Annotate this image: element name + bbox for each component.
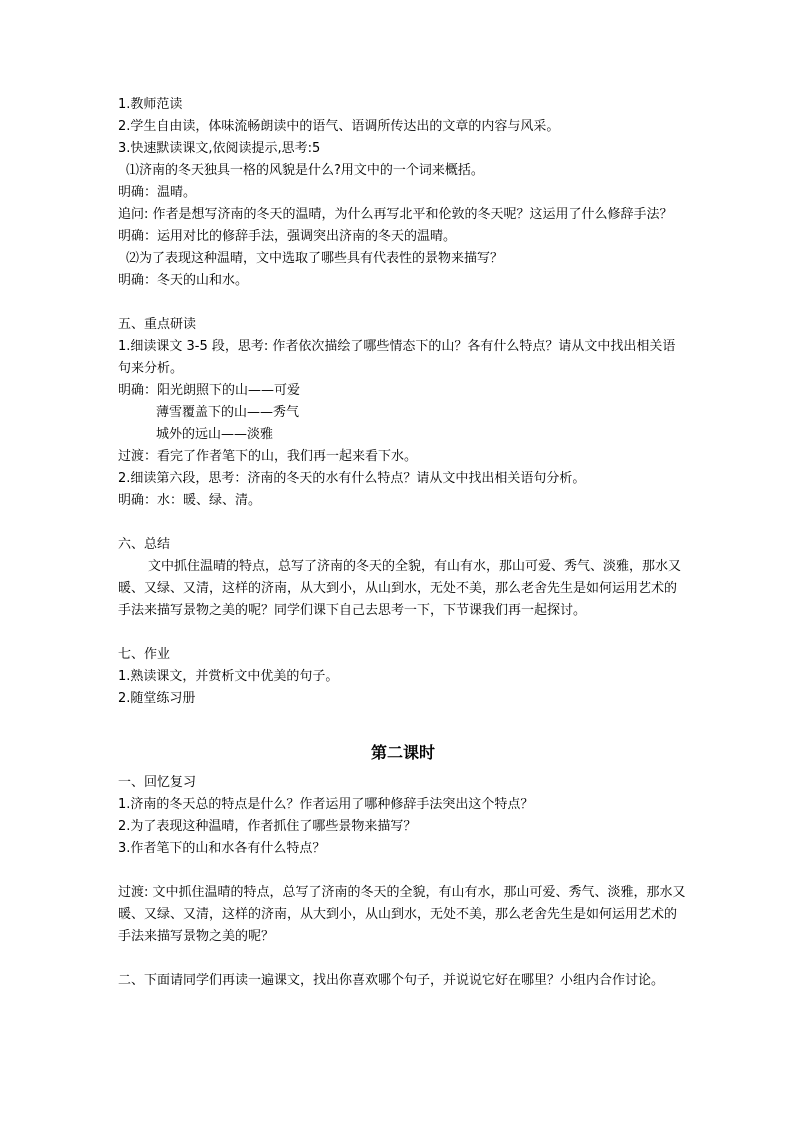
review-question-3: 3.作者笔下的山和水各有什么特点？ (118, 841, 326, 856)
follow-up-question: 追问: 作者是想写济南的冬天的温晴，为什么再写北平和伦敦的冬天呢？这运用了什么修辞手法？ (118, 207, 673, 222)
answer-3: 明确：冬天的山和水。 (118, 273, 249, 288)
section-heading-6: 六、总结 (118, 537, 171, 552)
transition-water: 过渡：看完了作者笔下的山，我们再一起来看下水。 (118, 449, 418, 464)
lesson-2-transition: 过渡: 文中抓住温晴的特点，总写了济南的冬天的全貌，有山有水，那山可爱、秀气、淡雅，那水又暖、又绿、又清，这样的济南，从大到小，从山到水，无处不美，那么老舍先生是如何运用艺术的手法来描写景物之美的呢？ (118, 885, 686, 944)
step-free-read: 2.学生自由读，体味流畅朗读中的语气、语调所传达出的文章的内容与风采。 (118, 119, 560, 134)
review-question-1: 1.济南的冬天总的特点是什么？作者运用了哪种修辞手法突出这个特点？ (118, 797, 534, 812)
section-heading-5: 五、重点研读 (118, 317, 197, 332)
step-silent-read: 3.快速默读课文,依阅读提示,思考:5 (118, 141, 321, 156)
section-heading-7: 七、作业 (118, 647, 171, 662)
mountain-answer-3: 城外的远山——淡雅 (156, 427, 274, 442)
step-teacher-read: 1.教师范读 (118, 97, 183, 112)
study-question-1: 1.细读课文 3-5 段，思考: 作者依次描绘了哪些情态下的山？各有什么特点？请从文中找出相关语句来分析。 (118, 339, 676, 376)
study-question-2: 2.细读第六段，思考：济南的冬天的水有什么特点？请从文中找出相关语句分析。 (118, 471, 586, 486)
answer-1: 明确：温晴。 (118, 185, 197, 200)
lesson-2-title: 第二课时 (370, 743, 435, 762)
water-answer: 明确：水：暖、绿、清。 (118, 493, 262, 508)
homework-1: 1.熟读课文，并赏析文中优美的句子。 (118, 669, 339, 684)
summary-paragraph: 文中抓住温晴的特点，总写了济南的冬天的全貌，有山有水，那山可爱、秀气、淡雅，那水又暖、又绿、又清，这样的济南，从大到小，从山到水，无处不美，那么老舍先生是如何运用艺术的手法来描写景物之美的呢？同学们课下自己去思考一下，下节课我们再一起探讨。 (118, 559, 682, 618)
reread-heading: 二、下面请同学们再读一遍课文，找出你喜欢哪个句子，并说说它好在哪里？小组内合作讨论。 (118, 973, 665, 988)
review-heading: 一、回忆复习 (118, 775, 197, 790)
mountain-answer-2: 薄雪覆盖下的山——秀气 (156, 405, 300, 420)
document-page (118, 94, 688, 992)
answer-2: 明确：运用对比的修辞手法，强调突出济南的冬天的温晴。 (118, 229, 457, 244)
question-2: ⑵为了表现这种温晴，文中选取了哪些具有代表性的景物来描写？ (126, 251, 504, 266)
question-1: ⑴济南的冬天独具一格的风貌是什么?用文中的一个词来概括。 (126, 163, 484, 178)
homework-2: 2.随堂练习册 (118, 691, 196, 706)
review-question-2: 2.为了表现这种温晴，作者抓住了哪些景物来描写？ (118, 819, 417, 834)
mountain-answer-1: 明确：阳光朗照下的山——可爱 (118, 383, 301, 398)
